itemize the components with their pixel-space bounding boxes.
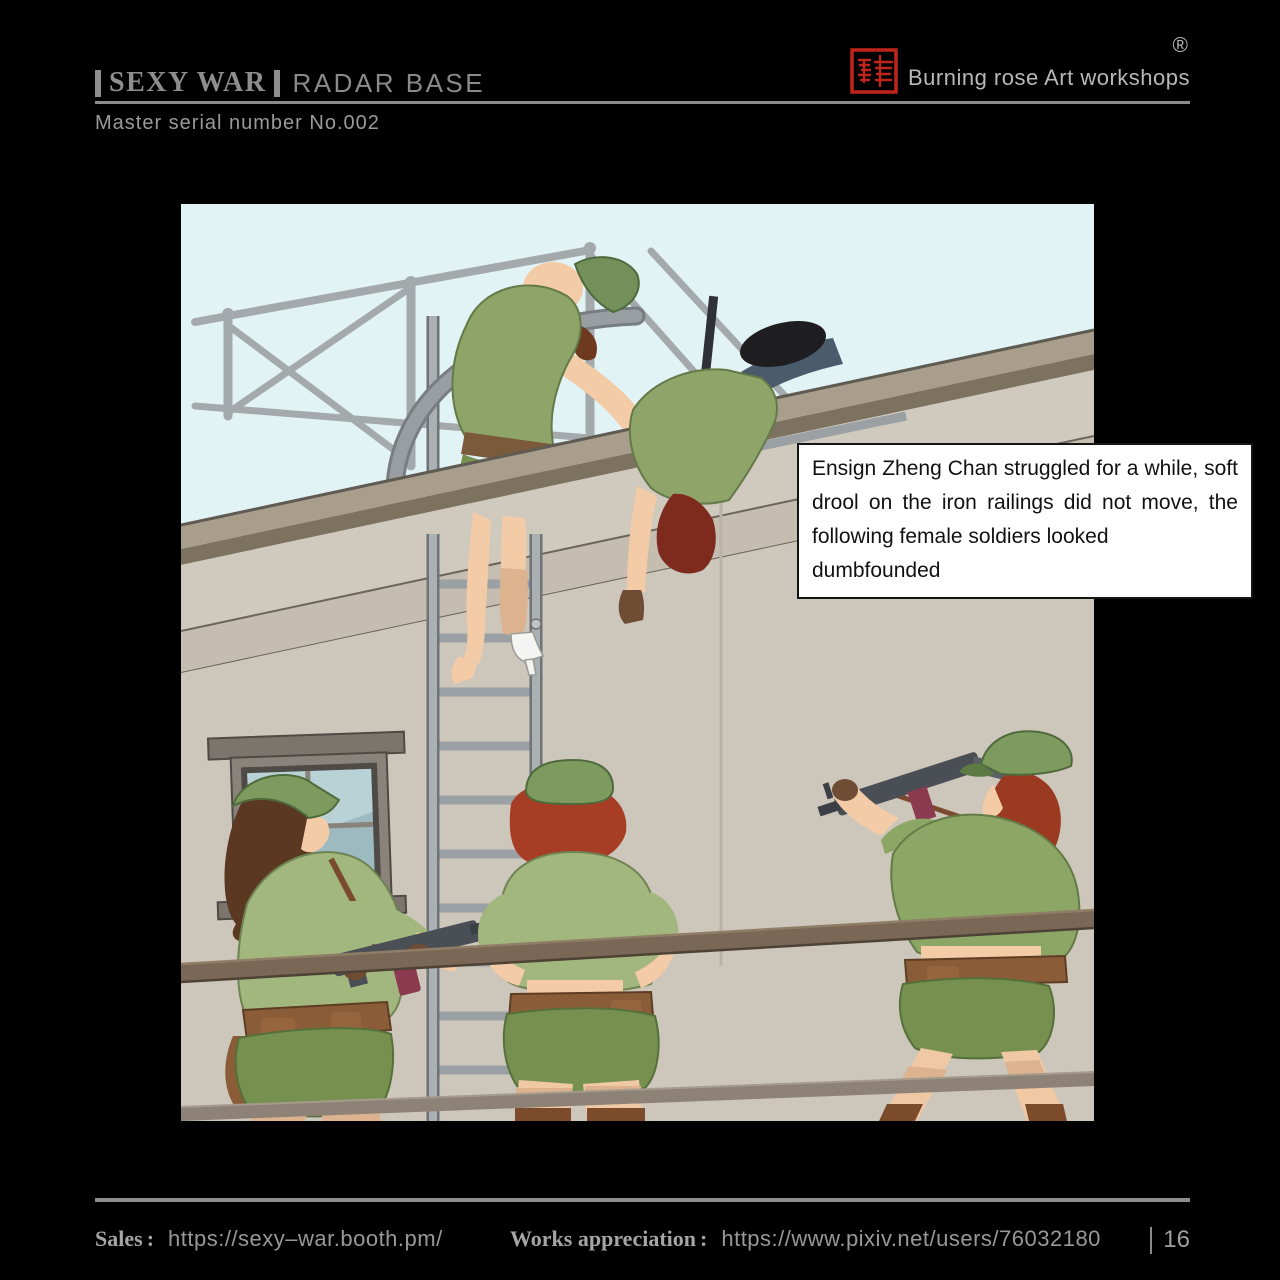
registered-trademark: ®	[1172, 34, 1188, 57]
header-rule	[95, 101, 1190, 104]
caption-line: Ensign Zheng Chan struggled for a while, soft	[812, 457, 1238, 480]
studio-brand	[850, 48, 1190, 94]
caption-line: following female soldiers looked dumbfounded	[812, 525, 1109, 582]
serial-number: Master serial number No.002	[95, 112, 380, 134]
story-caption-box	[797, 443, 1253, 599]
studio-name: Burning rose Art workshops	[907, 65, 1190, 90]
footer-rule	[95, 1198, 1190, 1202]
works-url: https://www.pixiv.net/users/76032180	[721, 1226, 1101, 1251]
page-number-divider	[1150, 1227, 1152, 1254]
page-number: 16	[1163, 1226, 1190, 1253]
illustration-canvas	[181, 204, 1094, 1121]
sales-info	[95, 1226, 443, 1252]
works-label: Works appreciation	[510, 1226, 697, 1251]
caption-line: drool on the iron railings did not move, the	[812, 491, 1238, 514]
sales-colon: :	[146, 1226, 155, 1251]
works-appreciation-info	[510, 1226, 1101, 1252]
page-number-group	[1150, 1226, 1190, 1254]
sales-label: Sales	[95, 1226, 143, 1251]
title-bar-right-icon	[274, 70, 280, 97]
works-colon: :	[700, 1226, 708, 1251]
story-illustration	[181, 204, 1094, 1121]
page-title	[95, 68, 485, 98]
episode-title: RADAR BASE	[292, 68, 486, 98]
series-title: SEXY WAR	[109, 67, 267, 98]
burning-rose-seal-icon	[850, 48, 898, 94]
footer	[95, 1226, 1190, 1262]
sales-url: https://sexy–war.booth.pm/	[168, 1226, 443, 1251]
